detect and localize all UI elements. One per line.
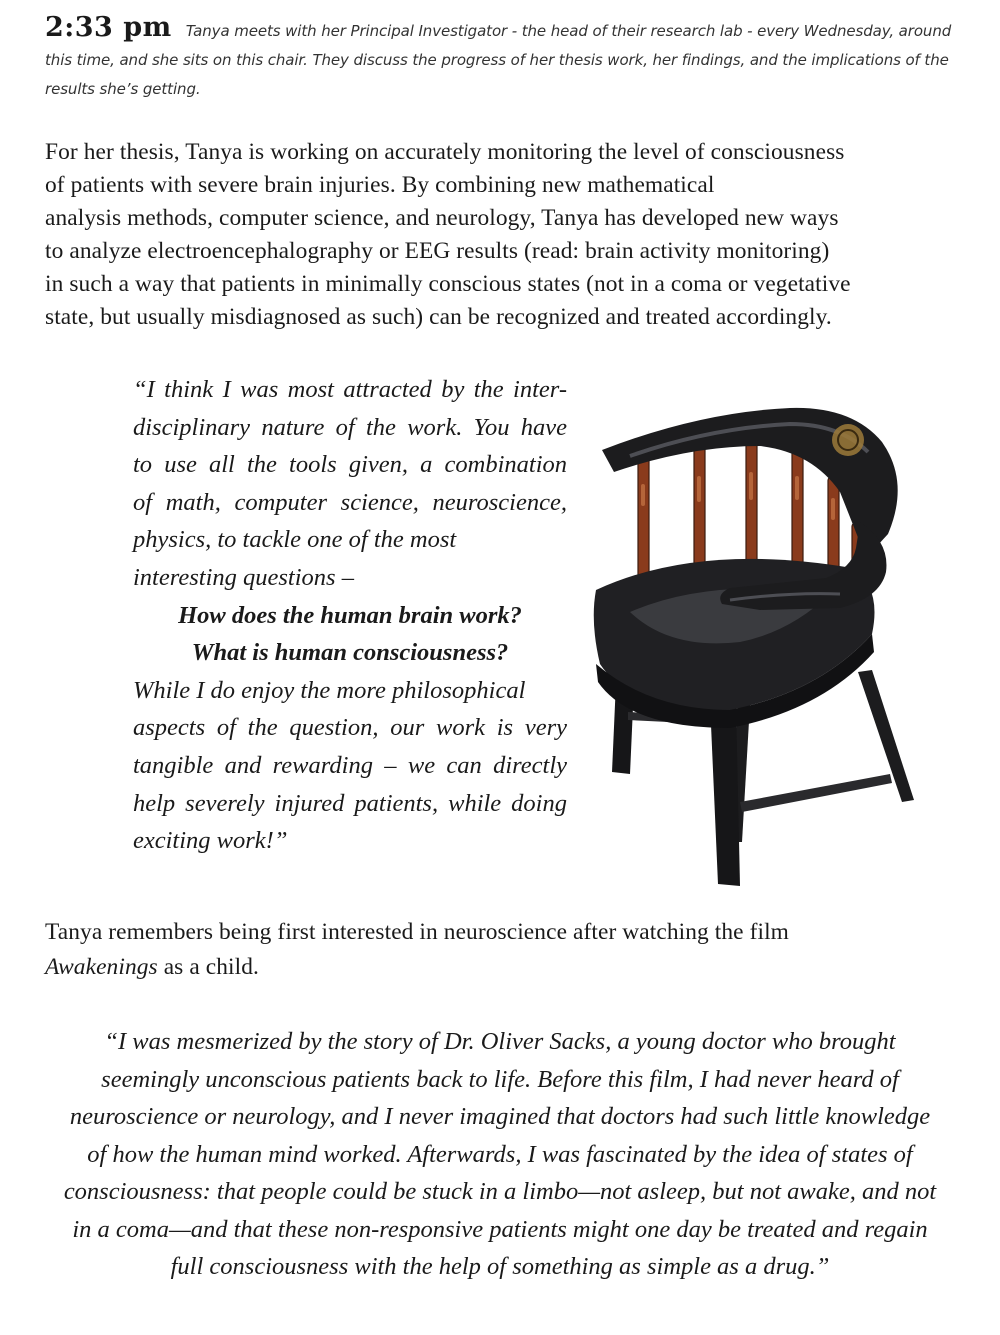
- quote-line: “I think I was most attracted by the inter-: [133, 376, 567, 403]
- quote-line: aspects of the question, our work is very: [133, 714, 567, 742]
- quote-line: exciting work!”: [133, 827, 288, 855]
- quote-line: disciplinary nature of the work. You have: [133, 413, 567, 441]
- intro-line: state, but usually misdiagnosed as such) can be recognized and treated accordingly.: [45, 304, 832, 330]
- photo-caption: [45, 14, 960, 104]
- quote-line: to use all the tools given, a combination: [133, 451, 567, 479]
- quote-line: interesting questions –: [133, 563, 354, 591]
- quote-line: consciousness: that people could be stuck in a limbo—not asleep, but not awake, and not: [63, 1178, 937, 1205]
- quote-line: of how the human mind worked. Afterwards, I was fascinated by the idea of states of: [87, 1140, 913, 1168]
- crest-seal: [832, 424, 864, 456]
- quote-line: “I was mesmerized by the story of Dr. Oliver Sacks, a young doctor who brought: [104, 1028, 896, 1055]
- closing-quote: [40, 1023, 960, 1286]
- body-paragraph: [45, 915, 960, 985]
- intro-line: analysis methods, computer science, and neurology, Tanya has developed new ways: [45, 205, 839, 231]
- intro-line: to analyze electroencephalography or EEG results (read: brain activity monitoring): [45, 238, 830, 264]
- intro-line: in such a way that patients in minimally conscious states (not in a coma or vegetative: [45, 271, 851, 297]
- quote-line: of math, computer science, neuroscience,: [133, 488, 567, 516]
- paragraph-text: Tanya remembers being first interested in neuroscience after watching the film: [45, 919, 789, 945]
- quote-line: While I do enjoy the more philosophical: [133, 676, 526, 704]
- pull-quote: [133, 371, 567, 860]
- quote-question: What is human consciousness?: [191, 639, 509, 667]
- timestamp: 2:33 pm: [45, 12, 172, 43]
- quote-line: full consciousness with the help of something as simple as a drug.”: [170, 1253, 830, 1280]
- intro-line: For her thesis, Tanya is working on accurately monitoring the level of consciousness: [45, 139, 845, 165]
- quote-line: physics, to tackle one of the most: [133, 526, 457, 554]
- quote-line: in a coma—and that these non-responsive patients might one day be treated and regain: [72, 1215, 928, 1243]
- paragraph-text: as a child.: [163, 954, 259, 980]
- quote-line: tangible and rewarding – we can directly: [133, 751, 567, 779]
- caption-text: Tanya meets with her Principal Investigator - the head of their research lab - every Wednesday, around this time, and she sits on this chair. They discuss the progress of her thesis work, her findings, and the implications of the results she’s getting.: [45, 22, 952, 98]
- quote-line: neuroscience or neurology, and I never imagined that doctors had such little knowledge: [69, 1103, 931, 1130]
- quote-line: seemingly unconscious patients back to life. Before this film, I had never heard of: [101, 1065, 899, 1093]
- windsor-chair-illustration: [590, 372, 920, 892]
- intro-line: of patients with severe brain injuries. By combining new mathematical: [45, 172, 715, 198]
- quote-question: How does the human brain work?: [178, 601, 522, 629]
- quote-line: help severely injured patients, while doing: [133, 789, 567, 817]
- intro-paragraph: [45, 136, 960, 334]
- film-title: Awakenings: [45, 954, 158, 980]
